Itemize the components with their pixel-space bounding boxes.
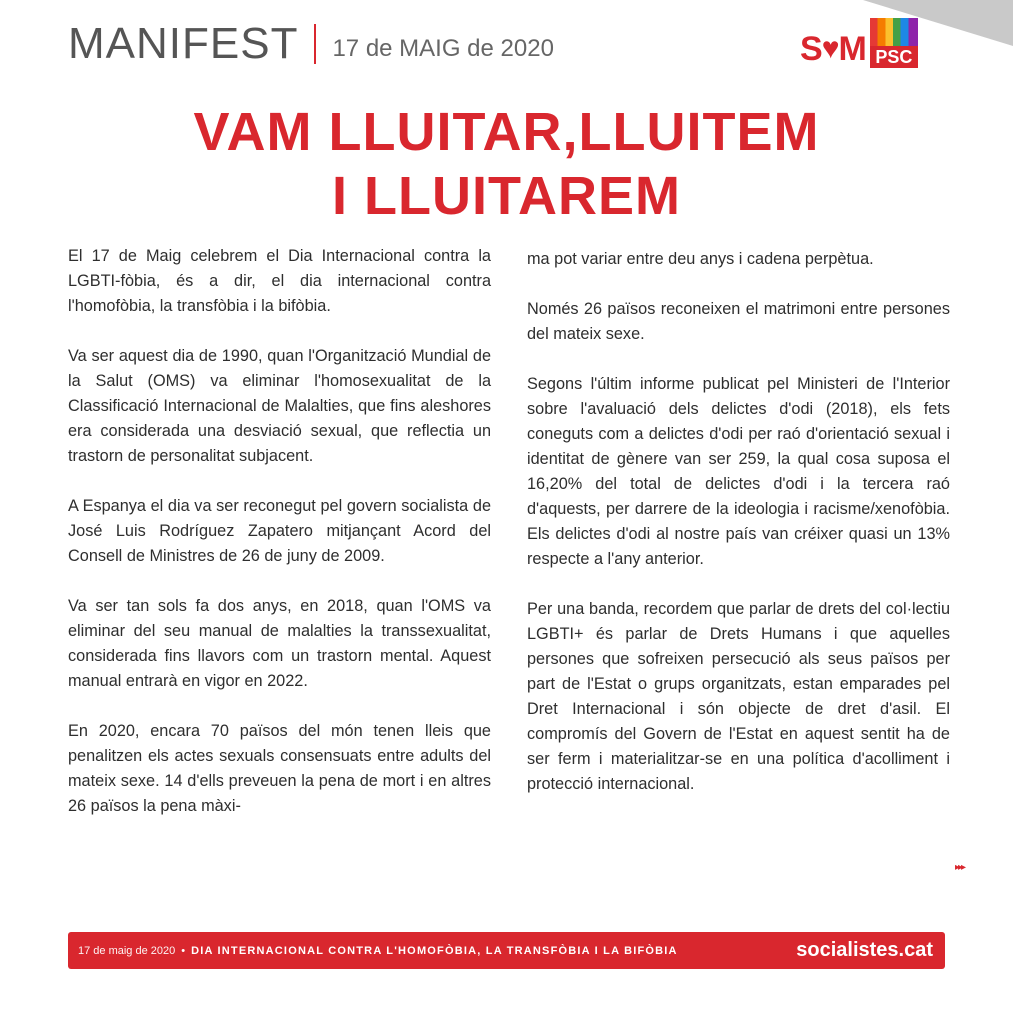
paragraph: Va ser aquest dia de 1990, quan l'Organització Mundial de la Salut (OMS) va eliminar l'homosexualitat de la Classificació Internacional de Malalties, que fins aleshores era considerada una desviació sexual, que reflectia un trastorn de personalitat subjacent. [68,347,491,465]
footer-text: DIA INTERNACIONAL CONTRA L'HOMOFÒBIA, LA TRANSFÒBIA I LA BIFÒBIA [191,944,678,957]
som-psc-logo [800,18,918,68]
rainbow-flag-icon [870,18,918,68]
next-page-arrows-icon: ▸▸▸ [955,862,965,873]
paragraph: Només 26 països reconeixen el matrimoni entre persones del mateix sexe. [527,300,950,343]
logo-wordmark: S♥M [800,30,866,68]
left-column [68,244,491,844]
paragraph: A Espanya el dia va ser reconegut pel govern socialista de José Luis Rodríguez Zapatero mitjançant Acord del Consell de Ministres de 26 de juny de 2009. [68,497,491,565]
footer-separator: • [181,944,186,957]
footer-banner [68,932,945,969]
header-divider [314,24,316,64]
header-label: MANIFEST [68,19,299,68]
page-title [0,100,1013,228]
title-line-1: VAM LLUITAR,LLUITEM [193,102,820,162]
paragraph: Va ser tan sols fa dos anys, en 2018, quan l'OMS va eliminar del seu manual de malalties la transsexualitat, considerada fins llavors com un trastorn mental. Aquest manual entrarà en vigor en 2022. [68,597,491,690]
header-date: 17 de MAIG de 2020 [332,35,554,62]
right-column [527,247,950,822]
footer-date: 17 de maig de 2020 [78,944,176,957]
document-header [68,14,554,74]
title-line-2: I LLUITAREM [332,166,681,226]
logo-box-text: PSC [870,46,918,68]
paragraph: Segons l'últim informe publicat pel Ministeri de l'Interior sobre l'avaluació dels delictes d'odi (2018), els fets coneguts com a delictes d'odi per raó d'orientació sexual i identitat de gènere van ser 259, la qual cosa suposa el 16,20% del total de delictes d'odi i la tercera raó d'aquests, per darrere de la ideologia i racisme/xenofòbia. Els delictes d'odi al nostre país van créixer quasi un 13% respecte a l'any anterior. [527,375,950,568]
paragraph: En 2020, encara 70 països del món tenen lleis que penalitzen els actes sexuals consensuats entre adults del mateix sexe. 14 d'ells preveuen la pena de mort i en altres 26 països la pena màxi- [68,722,491,815]
paragraph: ma pot variar entre deu anys i cadena perpètua. [527,250,874,268]
footer-site-link[interactable]: socialistes.cat [796,939,933,961]
heart-icon: ♥ [821,32,839,65]
paragraph: El 17 de Maig celebrem el Dia Internacional contra la LGBTI-fòbia, és a dir, el dia internacional contra l'homofòbia, la transfòbia i la bifòbia. [68,247,491,315]
paragraph: Per una banda, recordem que parlar de drets del col·lectiu LGBTI+ és parlar de Drets Humans i que aquelles persones que sofreixen persecució als seus països per part de l'Estat o grups organitzats, estan emparades pel Dret Internacional i són objecte de dret d'asil. El compromís del Govern de l'Estat en aquest sentit ha de ser ferm i materialitzar-se en una política d'acolliment i protecció internacional. [527,600,950,793]
